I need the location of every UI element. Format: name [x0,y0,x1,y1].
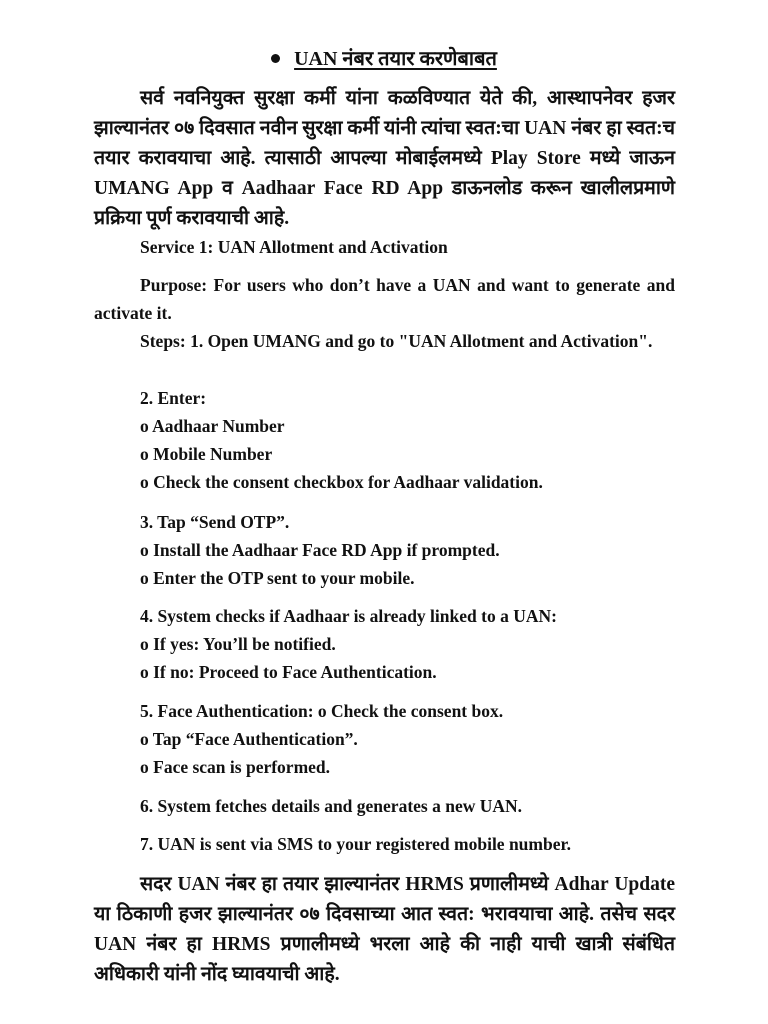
step3-title: 3. Tap “Send OTP”. [140,512,290,532]
bullet-icon [271,54,280,63]
step2-item: o Aadhaar Number [140,416,285,436]
step7-line: 7. UAN is sent via SMS to your registered mobile number. [140,834,572,854]
step2-item: o Check the consent checkbox for Aadhaar validation. [140,472,543,492]
step2-item: o Mobile Number [140,444,273,464]
step4-title: 4. System checks if Aadhaar is already linked to a UAN: [140,606,557,626]
step5-title: 5. Face Authentication: o Check the consent box. [140,701,504,721]
service-title: Service 1: UAN Allotment and Activation [140,237,448,257]
step5-item: o Tap “Face Authentication”. [140,729,358,749]
step4-item: o If no: Proceed to Face Authentication. [140,662,437,682]
document-heading [0,44,768,71]
step5-item: o Face scan is performed. [140,757,331,777]
purpose-paragraph: Purpose: For users who don’t have a UAN and want to generate and activate it. [94,275,675,323]
steps-intro: Steps: 1. Open UMANG and go to "UAN Allotment and Activation". [140,331,653,351]
step4-item: o If yes: You’ll be notified. [140,634,336,654]
step2-title: 2. Enter: [140,388,207,408]
step3-item: o Enter the OTP sent to your mobile. [140,568,415,588]
heading-title: UAN नंबर तयार करणेबाबत [294,48,497,70]
closing-paragraph: सदर UAN नंबर हा तयार झाल्यानंतर HRMS प्रणालीमध्ये Adhar Update या ठिकाणी हजर झाल्यानंतर ०७ दिवसाच्या आत स्वत: भरावयाचा आहे. तसेच सदर UAN नंबर हा HRMS प्रणालीमध्ये भरला आहे की नाही याची खात्री संबंधित अधिकारी यांनी नोंद घ्यावयाची आहे. [94,874,675,985]
step6-line: 6. System fetches details and generates a new UAN. [140,796,523,816]
intro-paragraph: सर्व नवनियुक्त सुरक्षा कर्मी यांना कळविण्यात येते की, आस्थापनेवर हजर झाल्यानंतर ०७ दिवसात नवीन सुरक्षा कर्मी यांनी त्यांचा स्वत:चा UAN नंबर हा स्वत:च तयार करावयाचा आहे. त्यासाठी आपल्या मोबाईलमध्ये Play Store मध्ये जाऊन UMANG App व Aadhaar Face RD App डाऊनलोड करून खालीलप्रमाणे प्रक्रिया पूर्ण करावयाची आहे. [94,88,675,229]
step3-item: o Install the Aadhaar Face RD App if prompted. [140,540,500,560]
